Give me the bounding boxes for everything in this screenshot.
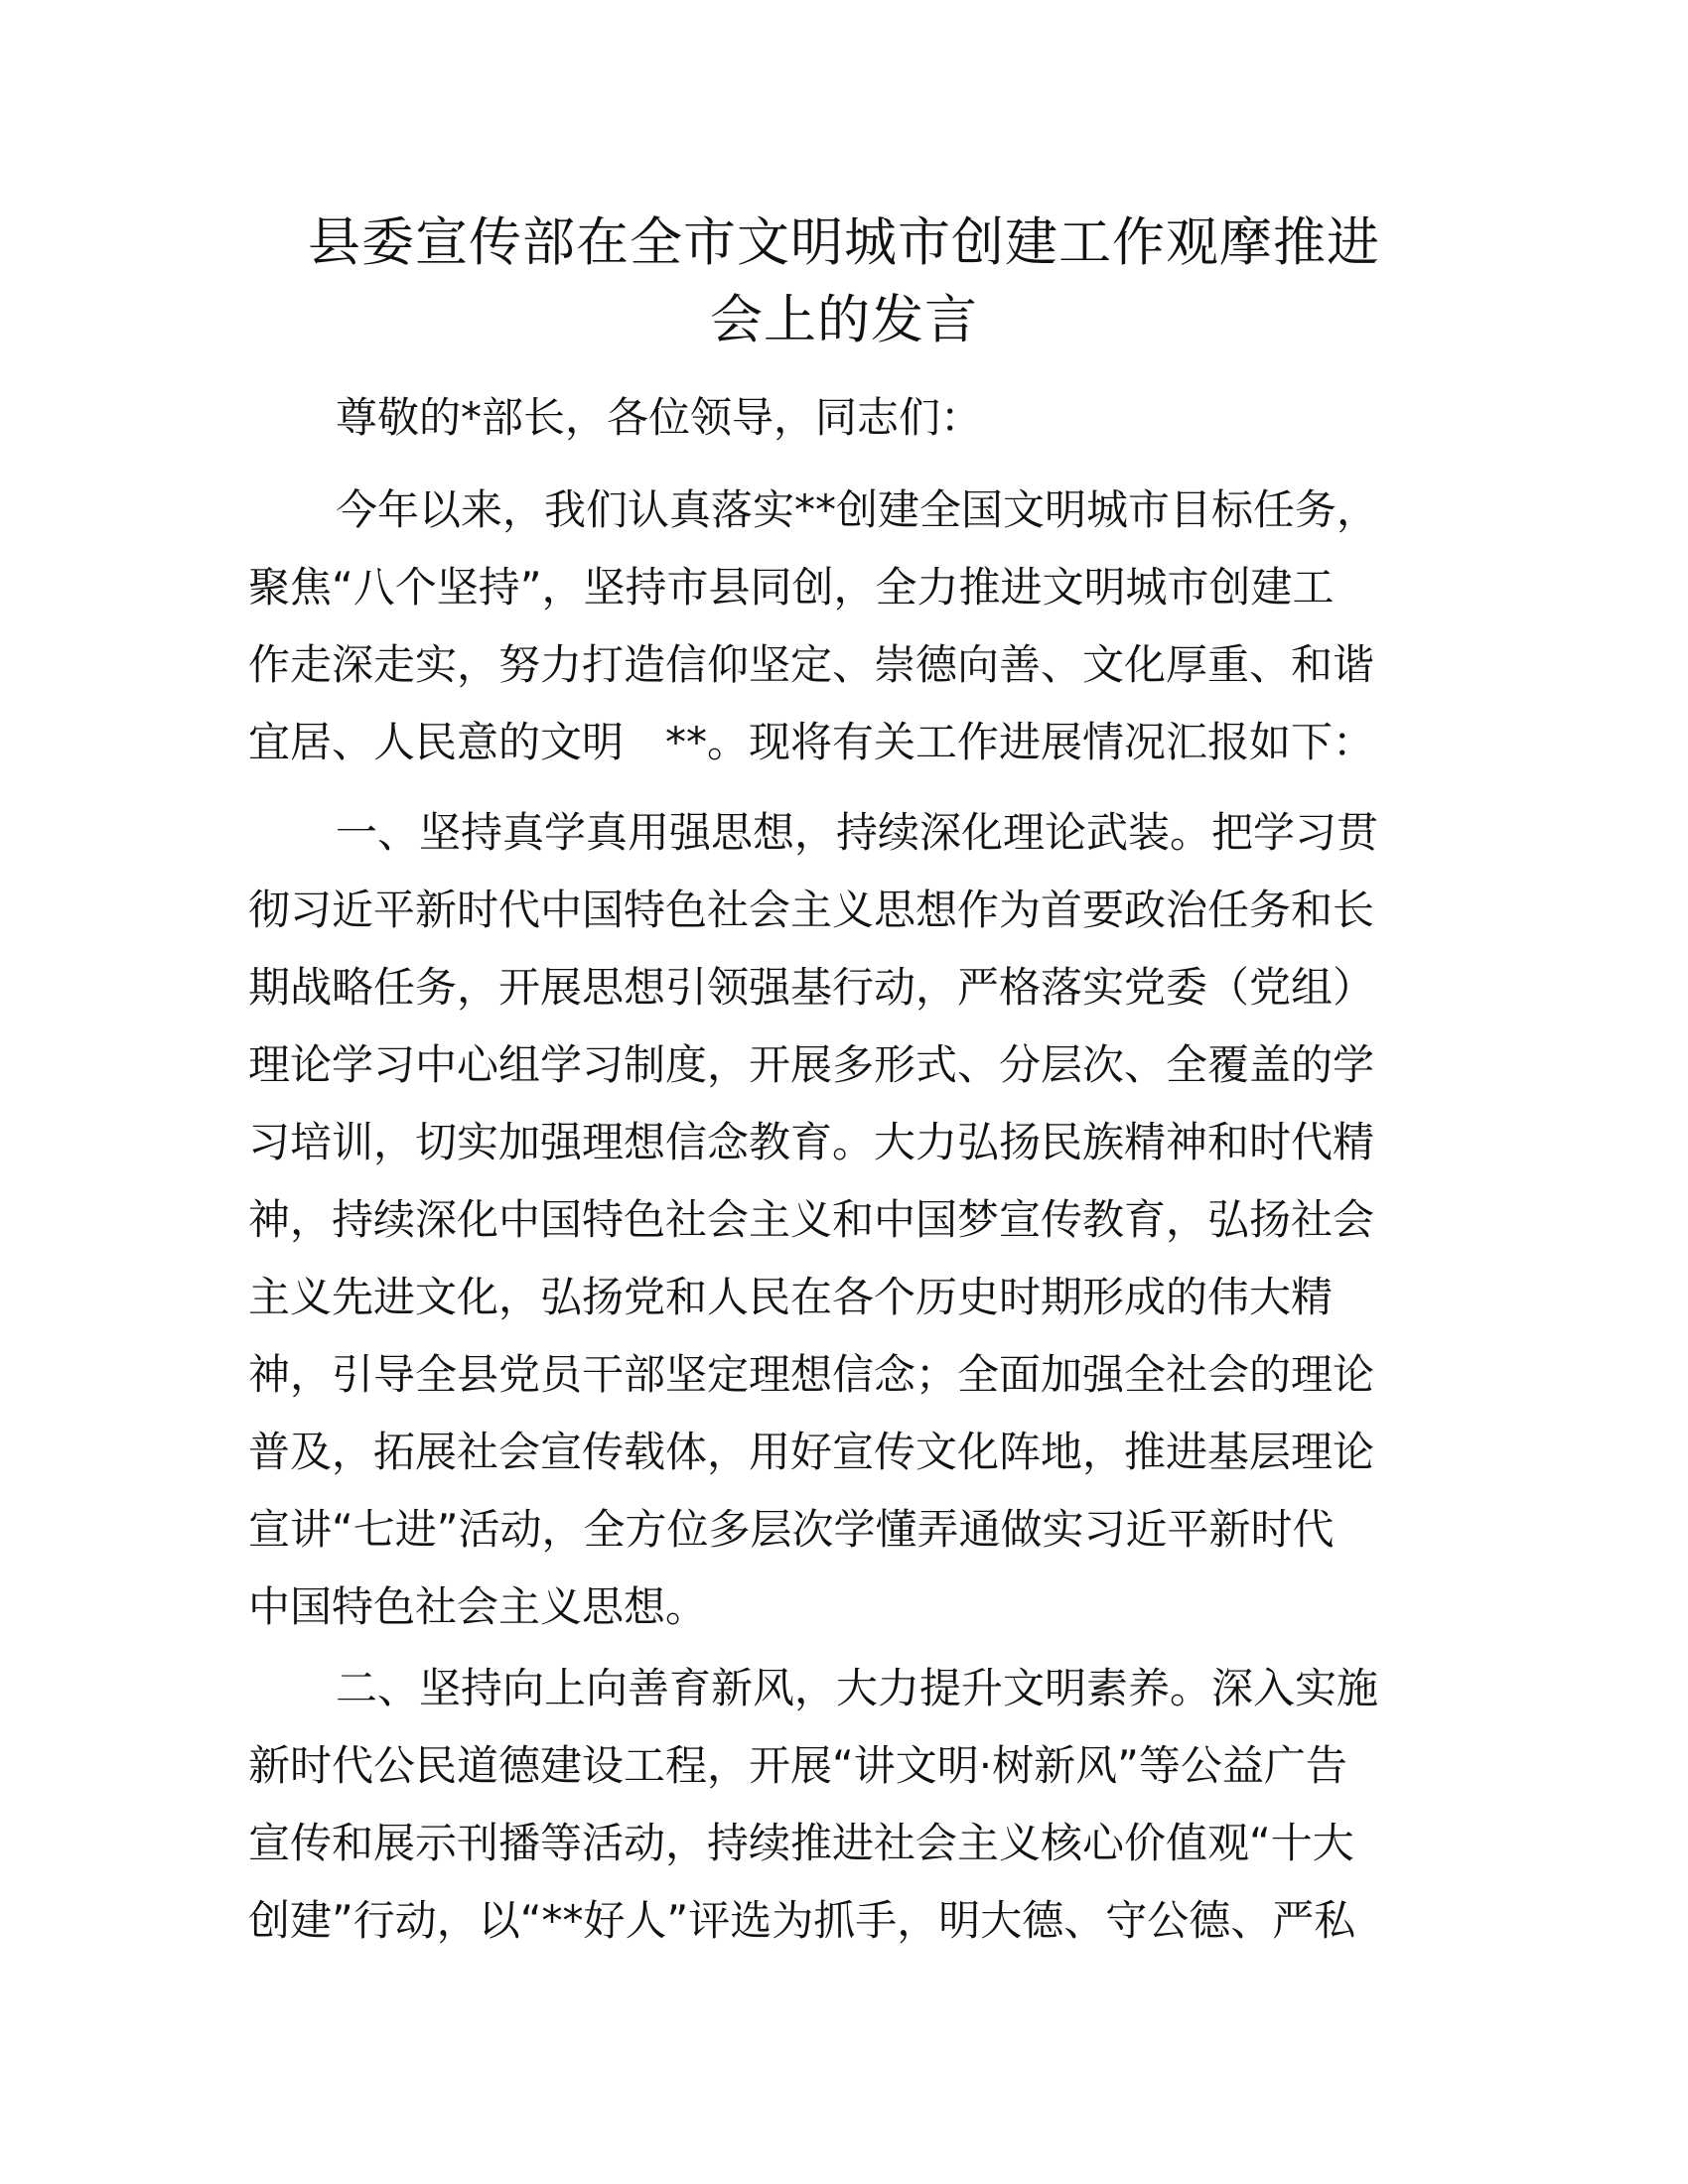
paragraph-line: 神，持续深化中国特色社会主义和中国梦宣传教育，弘扬社会	[248, 1195, 1375, 1244]
paragraph-line: 聚焦“八个坚持”，坚持市县同创，全力推进文明城市创建工	[248, 563, 1335, 612]
paragraph-intro	[248, 472, 1440, 781]
paragraph-line: 创建”行动，以“**好人”评选为抓手，明大德、守公德、严私	[248, 1896, 1356, 1945]
paragraph-line: 期战略任务，开展思想引领强基行动，严格落实党委（党组）	[248, 963, 1375, 1012]
paragraph-line: 普及，拓展社会宣传载体，用好宣传文化阵地，推进基层理论	[248, 1428, 1375, 1476]
paragraph-line: 理论学习中心组学习制度，开展多形式、分层次、全覆盖的学	[248, 1040, 1375, 1089]
title-line: 县委宣传部在全市文明城市创建工作观摩推进	[308, 212, 1380, 273]
salutation-text: 尊敬的*部长，各位领导，同志们：	[336, 393, 983, 442]
paragraph-line: 宜居、人民意的文明 **。现将有关工作进展情况汇报如下：	[248, 718, 1375, 766]
paragraph-line: 习培训，切实加强理想信念教育。大力弘扬民族精神和时代精	[248, 1118, 1375, 1166]
paragraph-line: 宣讲“七进”活动，全方位多层次学懂弄通做实习近平新时代	[248, 1505, 1335, 1554]
paragraph-line: 今年以来，我们认真落实**创建全国文明城市目标任务，	[336, 485, 1379, 534]
paragraph-line: 宣传和展示刊播等活动，持续推进社会主义核心价值观“十大	[248, 1819, 1354, 1867]
paragraph-line: 作走深走实，努力打造信仰坚定、崇德向善、文化厚重、和谐	[248, 640, 1375, 689]
paragraph-line: 主义先进文化，弘扬党和人民在各个历史时期形成的伟大精	[248, 1273, 1334, 1321]
paragraph-line: 彻习近平新时代中国特色社会主义思想作为首要政治任务和长	[248, 886, 1375, 934]
paragraph-line: 一、坚持真学真用强思想，持续深化理论武装。把学习贯	[336, 808, 1379, 857]
paragraph-line: 神，引导全县党员干部坚定理想信念；全面加强全社会的理论	[248, 1350, 1375, 1399]
paragraph-line: 二、坚持向上向善育新风，大力提升文明素养。深入实施	[336, 1664, 1379, 1712]
title-line: 会上的发言	[710, 290, 978, 350]
paragraph-section-two	[248, 1650, 1440, 1960]
paragraph-line: 新时代公民道德建设工程，开展“讲文明·树新风”等公益广告	[248, 1741, 1347, 1790]
salutation	[248, 379, 1440, 457]
paragraph-section-one	[248, 794, 1440, 1646]
paragraph-line: 中国特色社会主义思想。	[248, 1582, 708, 1631]
document-title	[248, 204, 1440, 358]
